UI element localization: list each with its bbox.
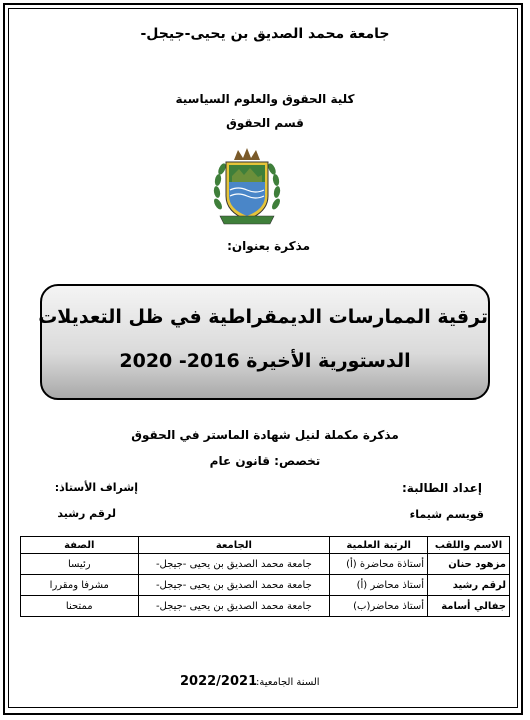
jury-table (20, 536, 510, 617)
header-role: الصفة (21, 537, 139, 554)
jury-table-header-row (21, 537, 510, 554)
department-name: قسم الحقوق (226, 116, 304, 130)
jury-member-name: جفالي أسامة (428, 596, 510, 617)
specialization: تخصص: قانون عام (209, 454, 321, 468)
academic-year-value: 2022/2021 (180, 674, 258, 689)
jury-member-role: ممتحنا (21, 596, 139, 617)
header-rank: الرتبة العلمية (330, 537, 428, 554)
jury-member-rank: أستاذة محاضرة (أ) (330, 554, 428, 575)
jury-member-university: جامعة محمد الصديق بن يحيى -جيجل- (138, 596, 330, 617)
jury-member-name: لرقم رشيد (428, 575, 510, 596)
student-name: قويسم شيماء (409, 508, 484, 521)
thesis-title-box (40, 284, 490, 400)
thesis-title-line-1: ترقية الممارسات الديمقراطية في ظل التعديلات (38, 306, 488, 328)
supervision-label: إشراف الأستاذ: (54, 481, 138, 494)
table-row (21, 596, 510, 617)
jury-member-rank: أستاذ محاضر(ب) (330, 596, 428, 617)
university-name: جامعة محمد الصديق بن يحيى-جيجل- (140, 26, 390, 42)
prepared-by-label: إعداد الطالبة: (402, 481, 482, 495)
jury-member-role: رئيسا (21, 554, 139, 575)
memo-title-label: مذكرة بعنوان: (227, 239, 310, 253)
jury-member-university: جامعة محمد الصديق بن يحيى -جيجل- (138, 575, 330, 596)
header-name: الاسم واللقب (428, 537, 510, 554)
header-university: الجامعة (138, 537, 330, 554)
table-row (21, 575, 510, 596)
thesis-title-line-2: الدستورية الأخيرة 2016- 2020 (119, 350, 411, 372)
jury-member-rank: أستاذ محاضر (أ) (330, 575, 428, 596)
faculty-name: كلية الحقوق والعلوم السياسية (175, 92, 355, 106)
jury-member-university: جامعة محمد الصديق بن يحيى -جيجل- (138, 554, 330, 575)
jury-member-role: مشرفا ومقررا (21, 575, 139, 596)
jury-member-name: مزهود حنان (428, 554, 510, 575)
supervisor-name: لرقم رشيد (57, 507, 116, 520)
table-row (21, 554, 510, 575)
academic-year-label: السنة الجامعية: (256, 677, 320, 688)
university-emblem-icon (212, 146, 282, 226)
degree-subtitle: مذكرة مكملة لنيل شهادة الماستر في الحقوق (131, 428, 399, 442)
